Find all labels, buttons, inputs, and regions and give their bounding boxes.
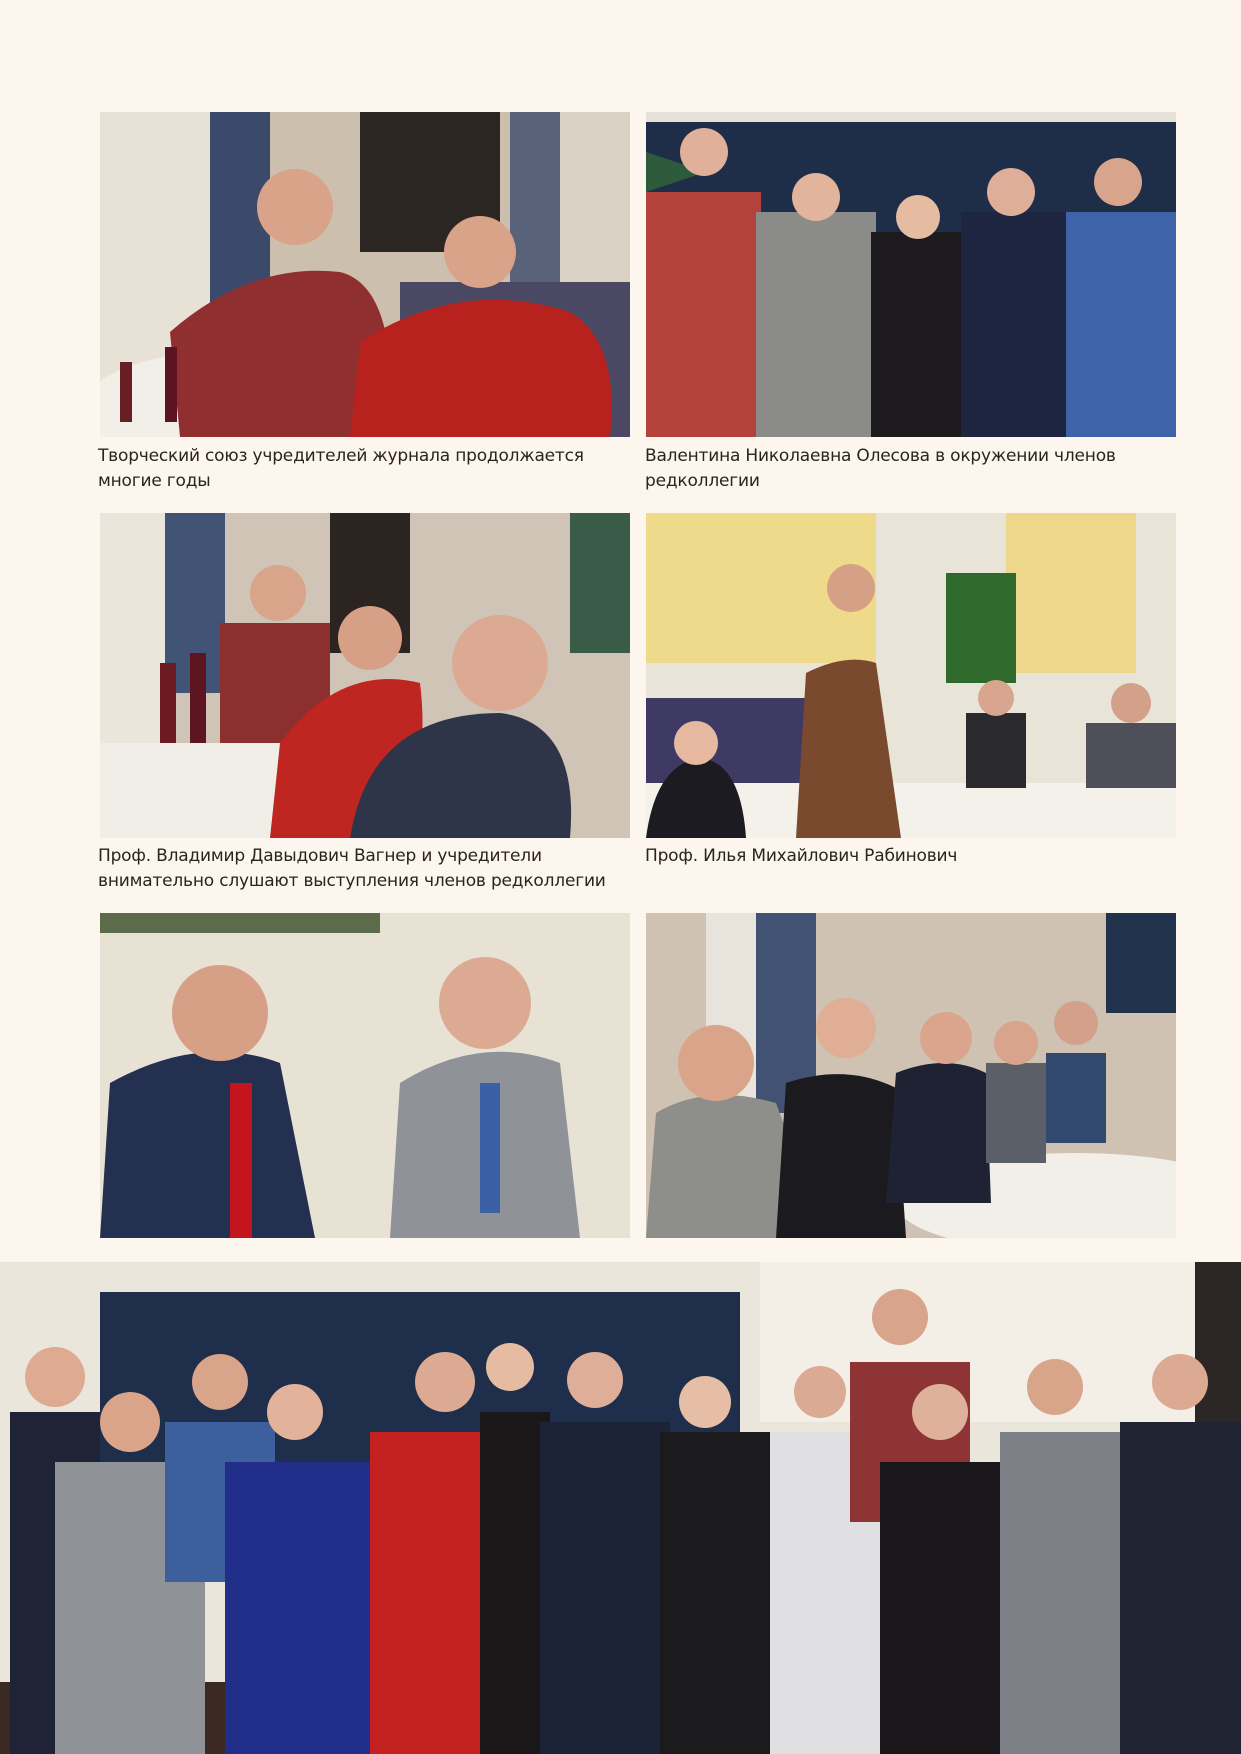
caption-photo-3 (98, 844, 606, 894)
photo-guests-seated-at-table (646, 913, 1176, 1238)
caption-photo-4 (645, 844, 957, 869)
caption-line: внимательно слушают выступления членов редколлегии (98, 871, 606, 891)
photo-professor-speaking (646, 513, 1176, 838)
photo-two-men-talking (100, 913, 630, 1238)
caption-photo-1 (98, 444, 584, 494)
photo-professor-and-founders-listening (100, 513, 630, 838)
caption-line: многие годы (98, 471, 211, 491)
photo-founders-at-table (100, 112, 630, 437)
caption-line: Творческий союз учредителей журнала продолжается (98, 446, 584, 466)
caption-line: редколлегии (645, 471, 760, 491)
caption-line: Проф. Илья Михайлович Рабинович (645, 846, 958, 866)
caption-photo-2 (645, 444, 1116, 494)
photo-full-group (0, 1262, 1241, 1754)
photo-group-with-editorial-board (646, 112, 1176, 437)
caption-line: Проф. Владимир Давыдович Вагнер и учредители (98, 846, 542, 866)
caption-line: Валентина Николаевна Олесова в окружении членов (645, 446, 1116, 466)
